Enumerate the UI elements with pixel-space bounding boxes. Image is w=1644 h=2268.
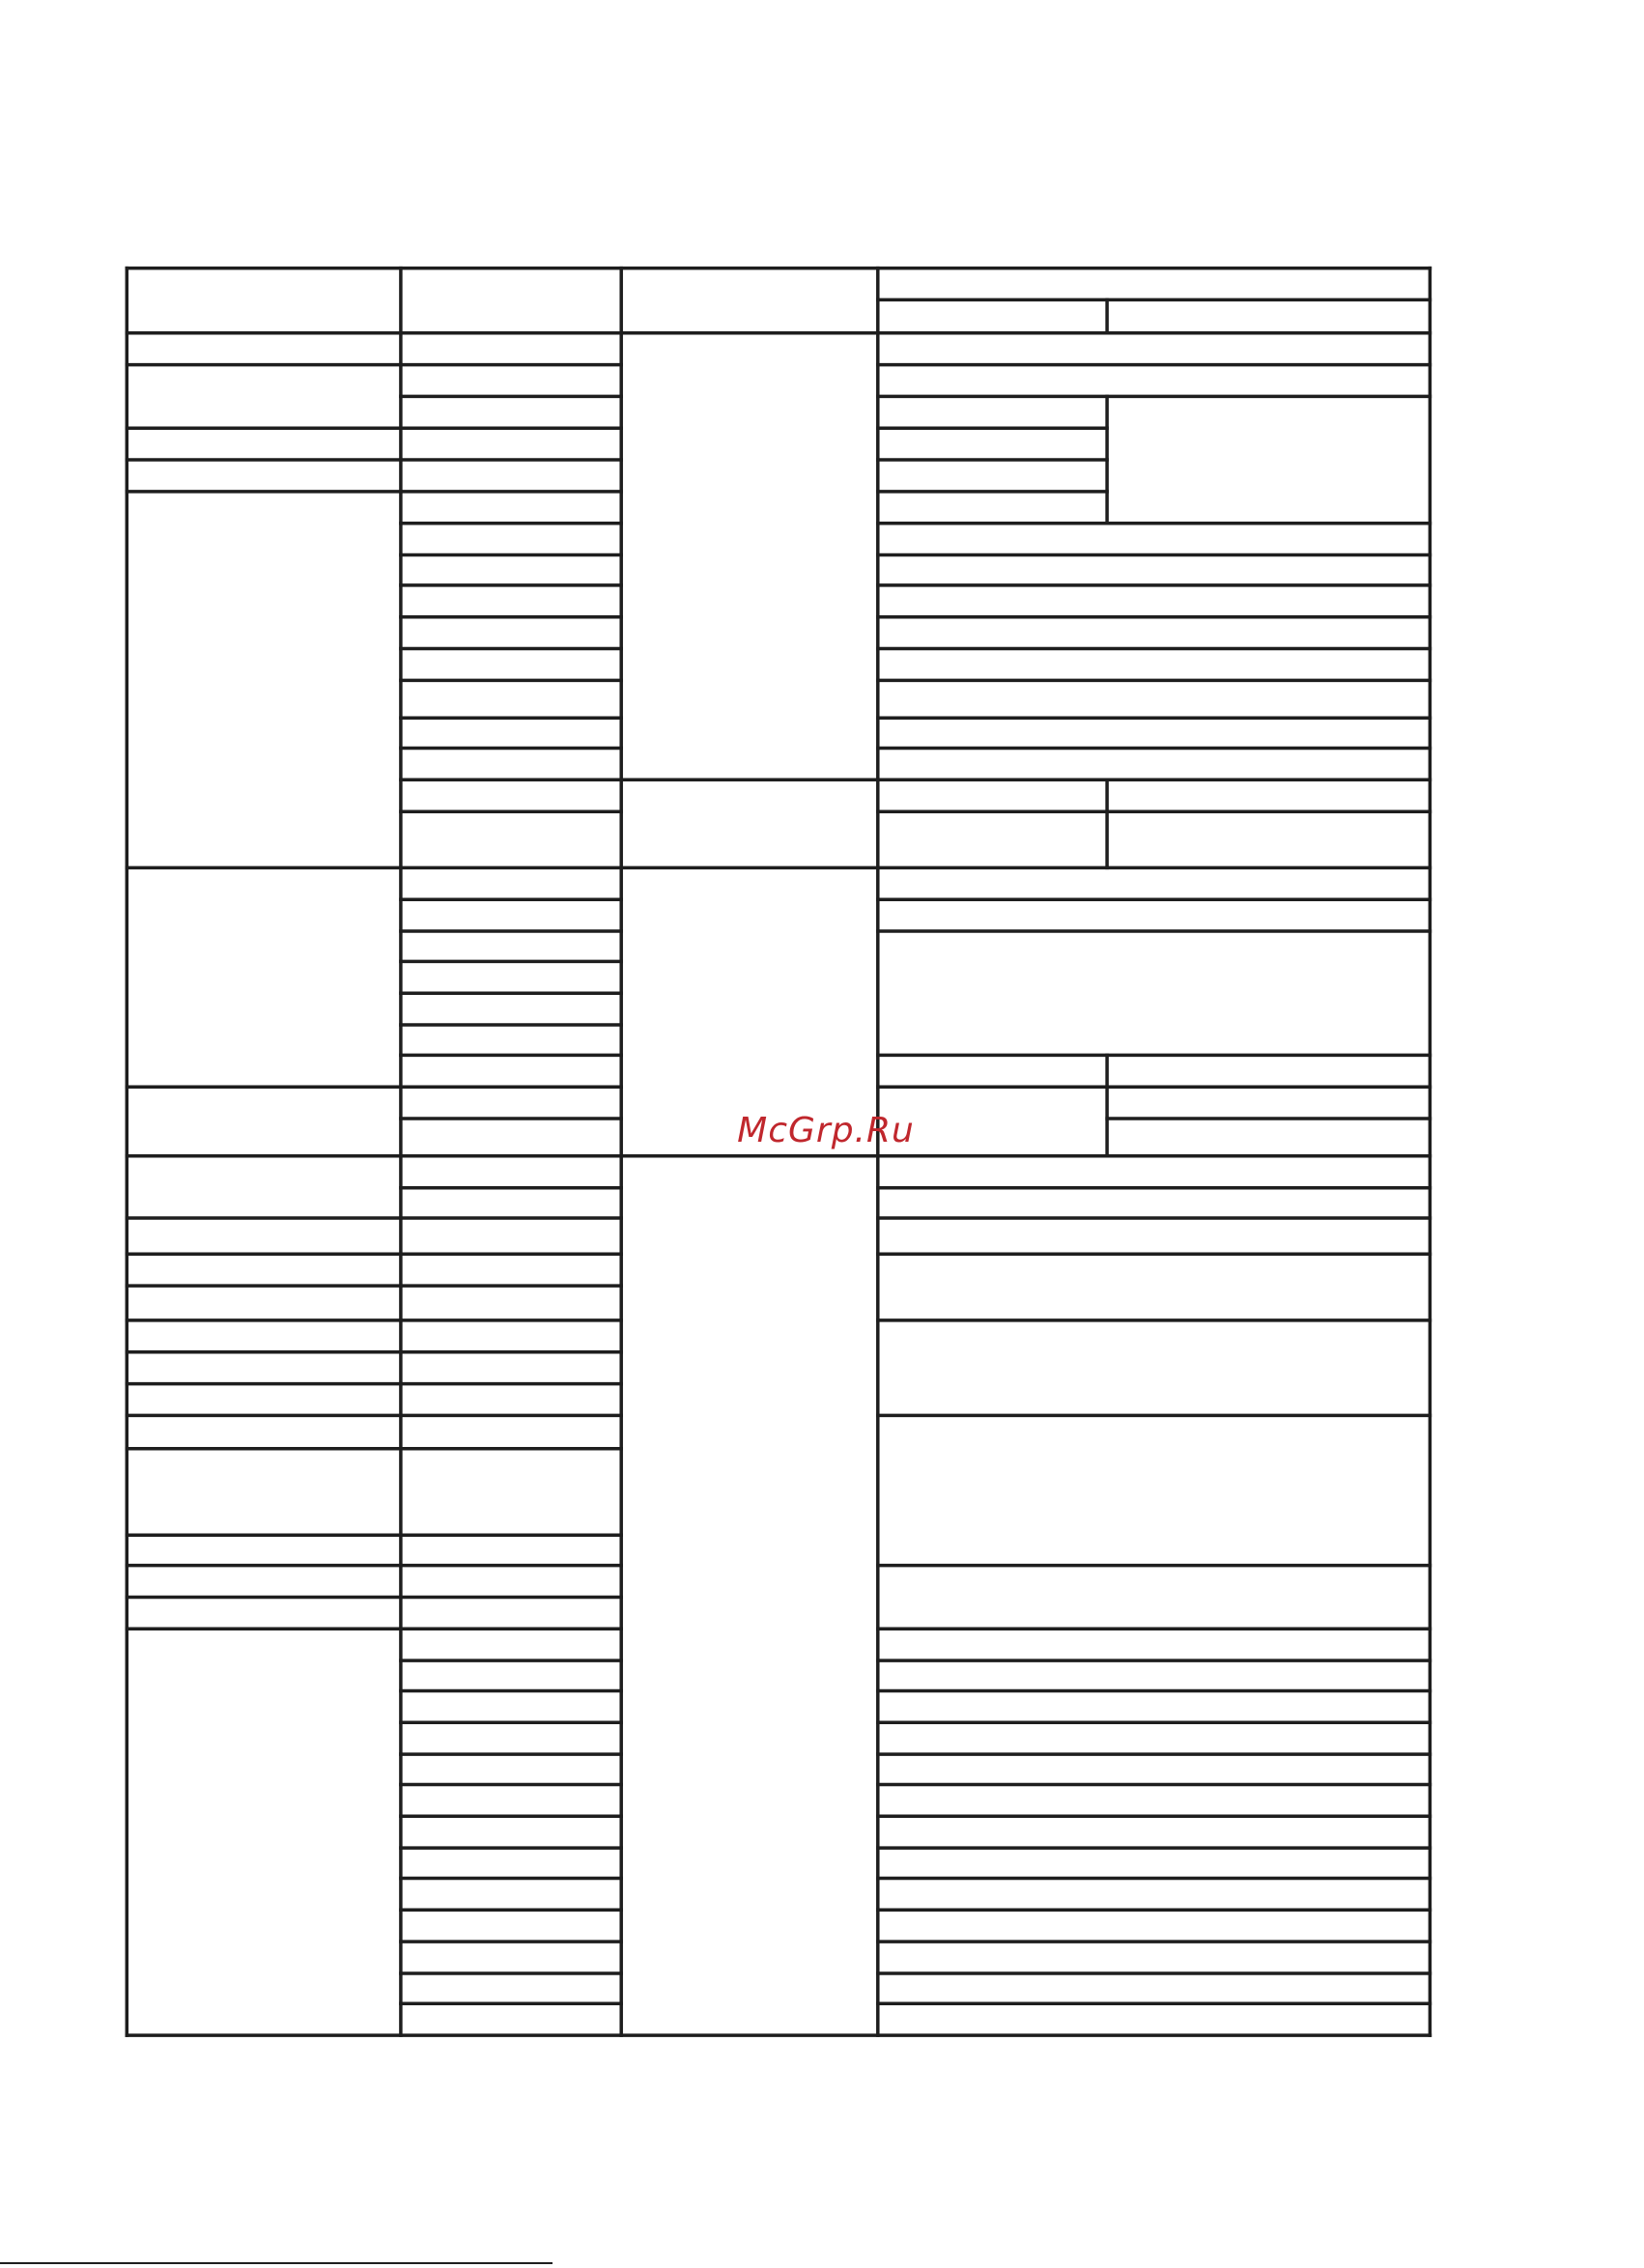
footer-rule xyxy=(0,2262,553,2264)
watermark-logo: McGrp.Ru xyxy=(737,1111,915,1150)
